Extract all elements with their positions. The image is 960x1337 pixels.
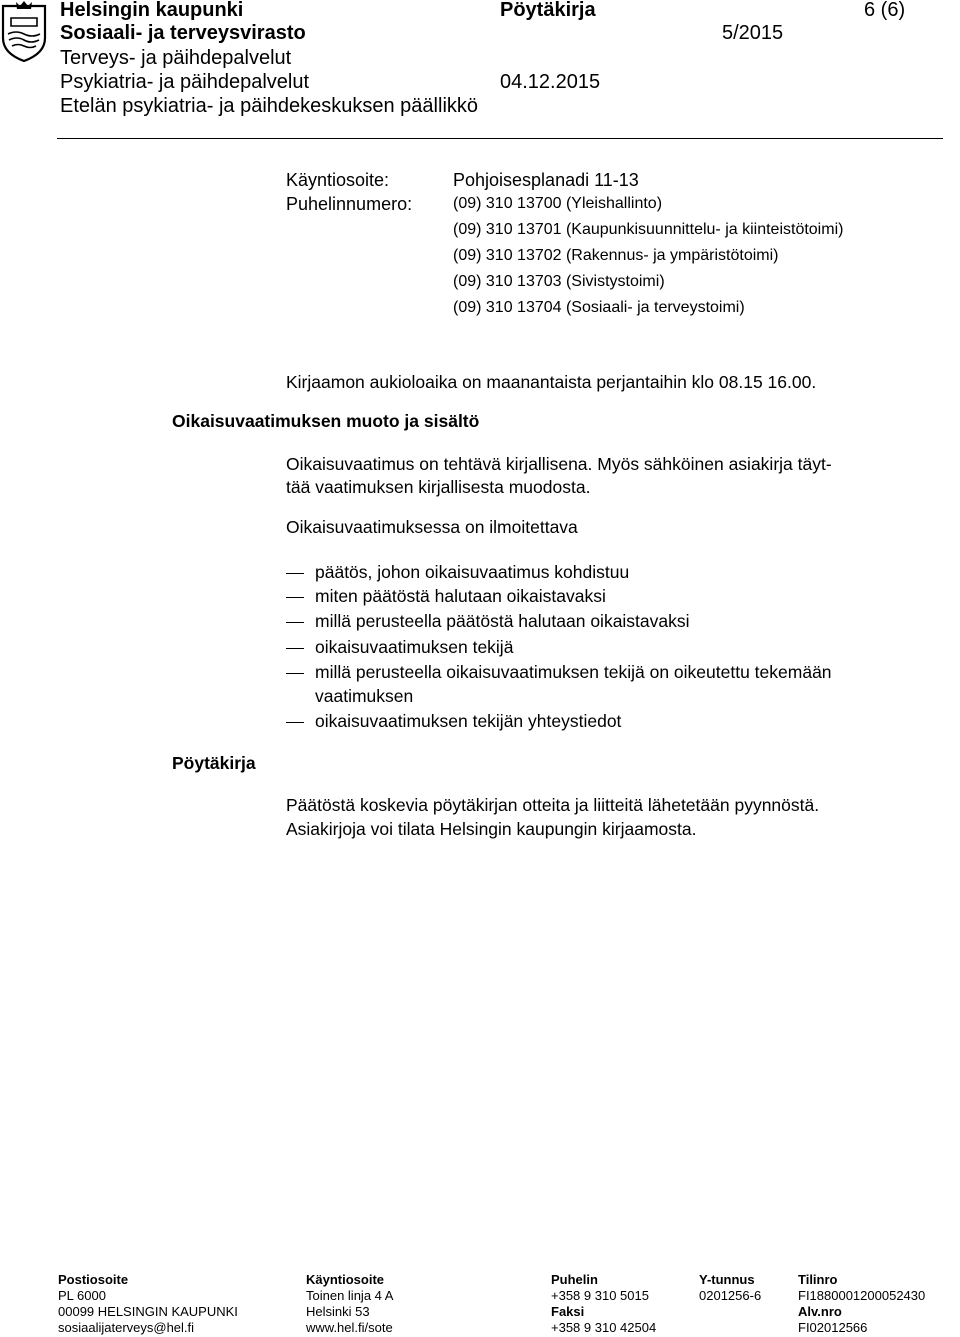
footer-visit-line: Toinen linja 4 A [306, 1288, 394, 1303]
footer-postal-title: Postiosoite [58, 1272, 129, 1287]
footer-fax-title: Faksi [551, 1304, 585, 1319]
minutes-line: Asiakirjoja voi tilata Helsingin kaupungin kirjaamosta. [286, 819, 697, 839]
meeting-date: 04.12.2015 [500, 71, 601, 93]
list-dash [286, 573, 304, 574]
doc-type: Pöytäkirja [500, 0, 596, 21]
page-number: 6 (6) [864, 0, 906, 21]
list-dash [286, 648, 304, 649]
claim-list-intro: Oikaisuvaatimuksessa on ilmoitettava [286, 517, 578, 537]
list-dash [286, 622, 304, 623]
list-item: oikaisuvaatimuksen tekijän yhteystiedot [315, 711, 622, 731]
minutes-line: Päätöstä koskevia pöytäkirjan otteita ja liitteitä lähetetään pyynnöstä. [286, 795, 820, 815]
footer-visit-title: Käyntiosoite [306, 1272, 385, 1287]
footer-email: sosiaalijaterveys@hel.fi [58, 1320, 195, 1335]
official-title: Etelän psykiatria- ja päihdekeskuksen päällikkö [60, 95, 479, 117]
list-item: oikaisuvaatimuksen tekijä [315, 637, 514, 657]
phone-line: (09) 310 13704 (Sosiaali- ja terveystoimi) [453, 299, 745, 316]
helsinki-crest-icon [0, 0, 48, 62]
department: Sosiaali- ja terveysvirasto [60, 22, 306, 44]
phone-line: (09) 310 13703 (Sivistystoimi) [453, 273, 665, 290]
list-item: millä perusteella päätöstä halutaan oikaistavaksi [315, 611, 690, 631]
footer-postal-line: 00099 HELSINGIN KAUPUNKI [58, 1304, 238, 1319]
list-item-continuation: vaatimuksen [315, 686, 414, 706]
unit-name: Terveys- ja päihdepalvelut [60, 47, 292, 69]
phone-line: (09) 310 13700 (Yleishallinto) [453, 195, 663, 212]
claim-paragraph-line: Oikaisuvaatimus on tehtävä kirjallisena. Myös sähköinen asiakirja täyt- [286, 454, 832, 474]
footer-account-value: FI1880001200052430 [798, 1288, 926, 1303]
footer-phone-title: Puhelin [551, 1272, 598, 1287]
phone-line: (09) 310 13701 (Kaupunkisuunnittelu- ja kiinteistötoimi) [453, 221, 844, 238]
visit-address-value: Pohjoisesplanadi 11-13 [453, 170, 639, 190]
header-divider [57, 138, 943, 139]
footer-business-id-value: 0201256-6 [699, 1288, 762, 1303]
footer-vat-title: Alv.nro [798, 1304, 842, 1319]
footer-fax-value: +358 9 310 42504 [551, 1320, 657, 1335]
org-name: Helsingin kaupunki [60, 0, 244, 21]
list-dash [286, 673, 304, 674]
list-dash [286, 722, 304, 723]
footer-vat-value: FI02012566 [798, 1320, 868, 1335]
office-hours: Kirjaamon aukioloaika on maanantaista perjantaihin klo 08.15 16.00. [286, 372, 817, 392]
list-item: päätös, johon oikaisuvaatimus kohdistuu [315, 562, 630, 582]
phone-line: (09) 310 13702 (Rakennus- ja ympäristötoimi) [453, 247, 779, 264]
footer-phone-value: +358 9 310 5015 [551, 1288, 649, 1303]
phone-label: Puhelinnumero: [286, 194, 413, 214]
subunit-name: Psykiatria- ja päihdepalvelut [60, 71, 310, 93]
footer-account-title: Tilinro [798, 1272, 838, 1287]
list-dash [286, 597, 304, 598]
list-item: miten päätöstä halutaan oikaistavaksi [315, 586, 606, 606]
visit-address-label: Käyntiosoite: [286, 170, 390, 190]
list-item: millä perusteella oikaisuvaatimuksen tekijä on oikeutettu tekemään [315, 662, 832, 682]
section-heading-claim: Oikaisuvaatimuksen muoto ja sisältö [172, 411, 480, 431]
claim-paragraph-line: tää vaatimuksen kirjallisesta muodosta. [286, 477, 591, 497]
footer-postal-line: PL 6000 [58, 1288, 106, 1303]
footer-website: www.hel.fi/sote [306, 1320, 393, 1335]
footer-business-id-title: Y-tunnus [699, 1272, 755, 1287]
meeting-number: 5/2015 [722, 22, 784, 44]
footer-visit-line: Helsinki 53 [306, 1304, 370, 1319]
section-heading-minutes: Pöytäkirja [172, 753, 256, 773]
